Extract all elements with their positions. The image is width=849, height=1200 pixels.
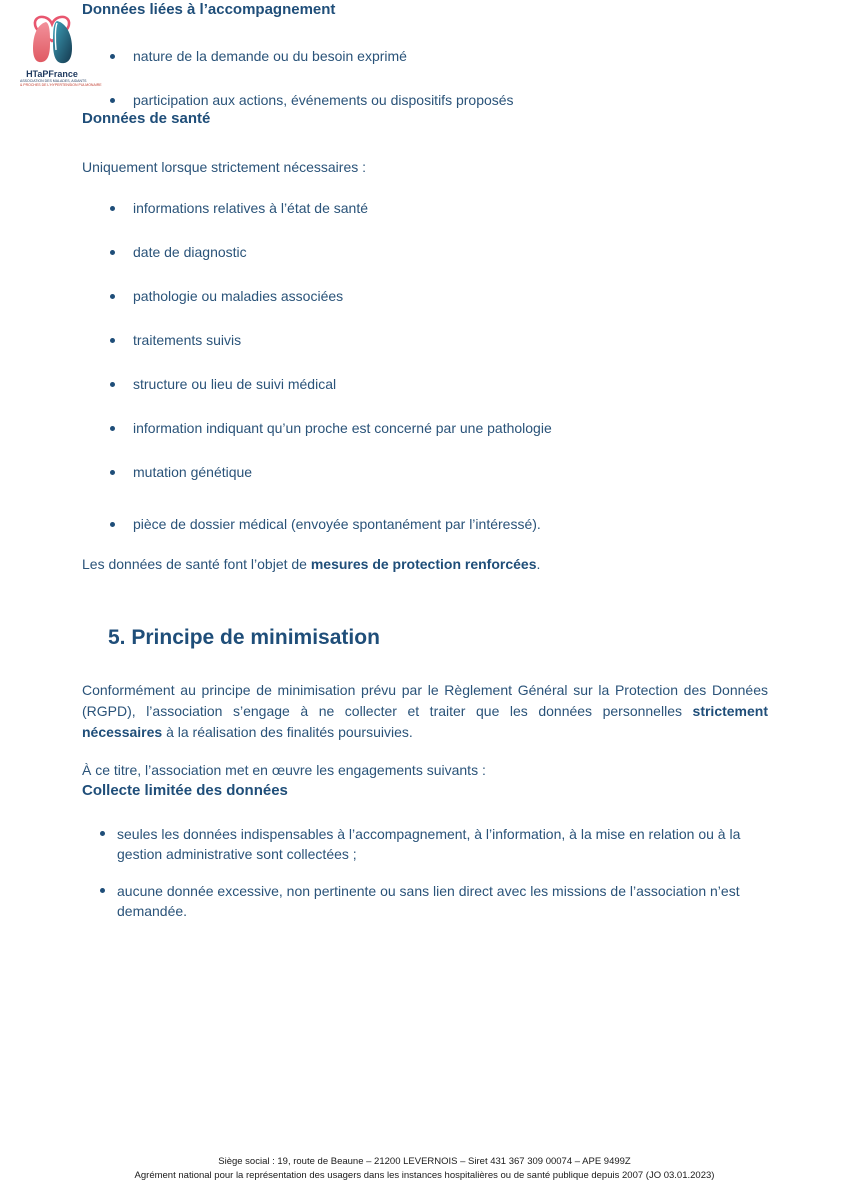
- minimisation-bold: strictement nécessaires: [82, 703, 768, 740]
- list-item: [82, 244, 768, 261]
- logo-brand: HTaPFrance: [26, 69, 78, 79]
- list-item: [82, 881, 768, 921]
- bullet-dot-icon: [110, 98, 115, 103]
- list-item: [82, 288, 768, 305]
- bullet-dot-icon: [100, 831, 105, 836]
- list-item-text: traitements suivis: [133, 332, 242, 348]
- bullet-dot-icon: [110, 206, 115, 211]
- list-item: [82, 464, 768, 481]
- list-item: [82, 332, 768, 349]
- heading-collecte-limitee: Collecte limitée des données: [82, 782, 288, 799]
- sante-note-suffix: .: [536, 556, 541, 572]
- footer-line-2: Agrément national pour la représentation des usagers dans les instances hospitalières ou de santé publique depuis 2007 (JO 03.01.2023): [134, 1169, 715, 1181]
- minimisation-paragraph: [82, 680, 768, 743]
- logo-tagline-1: ASSOCIATION DES MALADES, AIDANTS: [20, 79, 87, 83]
- list-item-text: date de diagnostic: [133, 244, 247, 260]
- heading-donnees-accompagnement: Données liées à l’accompagnement: [82, 1, 336, 18]
- list-item-text: pièce de dossier médical (envoyée spontanément par l’intéressé).: [133, 516, 541, 532]
- list-item: [82, 516, 768, 533]
- minimisation-prefix: Conformément au principe de minimisation prévu par le Règlement Général sur la Protection des Données (RGPD), l’association s’engage à ne collecter et traiter que les données personnelles: [82, 682, 768, 719]
- bullet-dot-icon: [110, 470, 115, 475]
- list-item-text: participation aux actions, événements ou dispositifs proposés: [133, 92, 514, 108]
- list-item: [82, 420, 768, 437]
- engagements-intro: À ce titre, l’association met en œuvre les engagements suivants :: [82, 762, 486, 778]
- bullet-dot-icon: [110, 426, 115, 431]
- sante-intro: Uniquement lorsque strictement nécessaires :: [82, 159, 367, 175]
- bullet-dot-icon: [110, 382, 115, 387]
- bullet-dot-icon: [110, 54, 115, 59]
- list-item-text: pathologie ou maladies associées: [133, 288, 344, 304]
- sante-note: [82, 554, 768, 575]
- sante-note-bold: mesures de protection renforcées: [310, 556, 537, 572]
- bullet-dot-icon: [110, 338, 115, 343]
- list-item: [82, 824, 768, 864]
- minimisation-suffix: à la réalisation des finalités poursuivies.: [162, 724, 413, 740]
- page-footer: [0, 1155, 849, 1182]
- list-item-text: seules les données indispensables à l’accompagnement, à l’information, à la mise en relation ou à la gestion administrative sont collectées ;: [117, 826, 741, 862]
- list-item: [82, 92, 768, 109]
- collecte-list: [82, 824, 768, 921]
- heading-principe-minimisation: 5. Principe de minimisation: [108, 626, 380, 649]
- logo-tagline-2: & PROCHES DE L’HYPERTENSION PULMONAIRE: [20, 83, 102, 87]
- bullet-dot-icon: [110, 294, 115, 299]
- list-item: [82, 200, 768, 217]
- list-item-text: nature de la demande ou du besoin exprimé: [133, 48, 407, 64]
- accompagnement-list: [82, 48, 768, 109]
- list-item-text: structure ou lieu de suivi médical: [133, 376, 337, 392]
- htapfrance-logo: [20, 10, 102, 87]
- list-item-text: mutation génétique: [133, 464, 253, 480]
- list-item-text: aucune donnée excessive, non pertinente ou sans lien direct avec les missions de l’association n’est demandée.: [117, 883, 740, 919]
- footer-line-1: Siège social : 19, route de Beaune – 21200 LEVERNOIS – Siret 431 367 309 00074 – APE 9499Z: [218, 1156, 631, 1167]
- list-item: [82, 48, 768, 65]
- heart-lungs-icon: [26, 10, 78, 66]
- list-item-text: information indiquant qu’un proche est concerné par une pathologie: [133, 420, 552, 436]
- bullet-dot-icon: [110, 522, 115, 527]
- bullet-dot-icon: [110, 250, 115, 255]
- list-item: [82, 376, 768, 393]
- list-item-text: informations relatives à l’état de santé: [133, 200, 369, 216]
- sante-note-prefix: Les données de santé font l’objet de: [82, 556, 311, 572]
- bullet-dot-icon: [100, 888, 105, 893]
- heading-donnees-sante: Données de santé: [82, 110, 211, 127]
- sante-list: [82, 200, 768, 533]
